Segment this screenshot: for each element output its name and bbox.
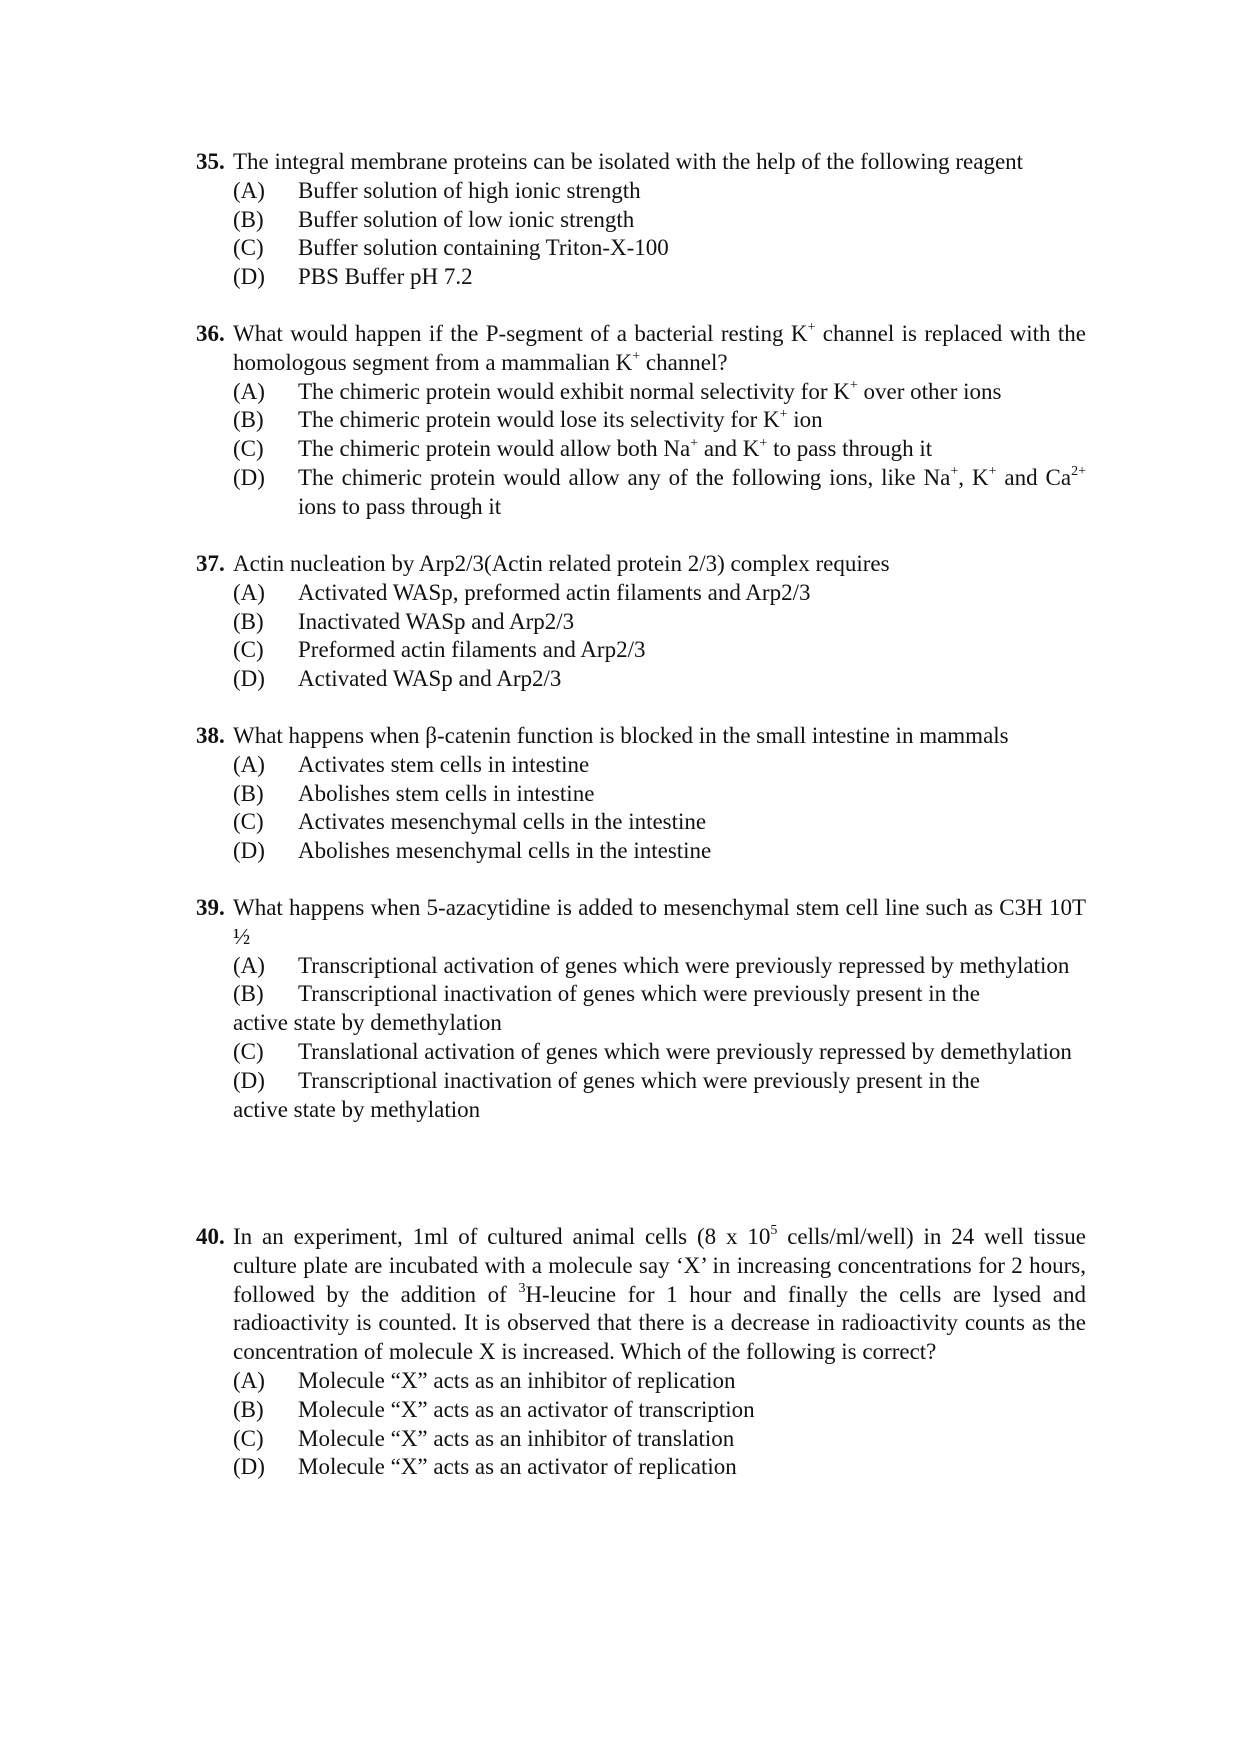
option-text-continuation: active state by methylation — [233, 1096, 481, 1122]
option-a — [233, 1367, 1086, 1396]
option-label: (B) — [233, 780, 264, 806]
option-c — [233, 234, 1086, 263]
question-stem — [196, 550, 1086, 579]
option-text: Molecule “X” acts as an inhibitor of translation — [298, 1425, 735, 1451]
question-stem — [196, 320, 1086, 378]
option-b — [233, 980, 1086, 1038]
option-text-continuation: active state by demethylation — [233, 1010, 502, 1036]
option-label: (B) — [233, 981, 264, 1007]
option-label: (D) — [233, 838, 265, 864]
option-text: Abolishes mesenchymal cells in the intestine — [298, 838, 712, 864]
option-text: Buffer solution of low ionic strength — [298, 206, 635, 232]
option-label: (D) — [233, 264, 265, 290]
option-c — [233, 636, 1086, 665]
question-36 — [196, 320, 1086, 522]
question-text: What would happen if the P-segment of a bacterial resting K+ channel is replaced with the homologous segment from a mammalian K+ channel? — [233, 320, 1086, 375]
option-text: Buffer solution containing Triton-X-100 — [298, 235, 669, 261]
option-label: (C) — [233, 809, 264, 835]
option-label: (A) — [233, 751, 265, 777]
question-number: 36. — [196, 321, 225, 346]
option-label: (C) — [233, 637, 264, 663]
option-a — [233, 579, 1086, 608]
question-number: 40. — [196, 1224, 225, 1249]
option-label: (A) — [233, 177, 265, 203]
option-label: (C) — [233, 436, 264, 462]
option-label: (C) — [233, 1038, 264, 1064]
option-a — [233, 378, 1086, 407]
option-c — [233, 808, 1086, 837]
question-stem — [196, 148, 1086, 177]
option-text: PBS Buffer pH 7.2 — [298, 264, 473, 290]
option-text: Activates stem cells in intestine — [298, 751, 590, 777]
option-text: Preformed actin filaments and Arp2/3 — [298, 637, 646, 663]
option-a — [233, 177, 1086, 206]
option-label: (B) — [233, 206, 264, 232]
option-d — [233, 1067, 1086, 1125]
option-text: Transcriptional inactivation of genes which were previously present in the — [298, 1067, 980, 1093]
option-text: Transcriptional activation of genes which were previously repressed by methylation — [298, 952, 1070, 978]
option-b — [233, 780, 1086, 809]
option-c — [233, 435, 1086, 464]
option-b — [233, 608, 1086, 637]
option-b — [233, 206, 1086, 235]
option-text: Activated WASp, preformed actin filaments and Arp2/3 — [298, 579, 811, 605]
question-number: 38. — [196, 723, 225, 748]
question-text: The integral membrane proteins can be isolated with the help of the following reagent — [233, 149, 1024, 174]
option-text: Activated WASp and Arp2/3 — [298, 666, 562, 692]
option-label: (D) — [233, 464, 265, 490]
option-c — [233, 1038, 1086, 1067]
question-40 — [196, 1223, 1086, 1482]
option-text: Buffer solution of high ionic strength — [298, 177, 641, 203]
option-label: (B) — [233, 407, 264, 433]
question-39 — [196, 894, 1086, 1124]
option-b — [233, 406, 1086, 435]
option-label: (B) — [233, 1396, 264, 1422]
option-a — [233, 952, 1086, 981]
option-text: Transcriptional inactivation of genes which were previously present in the — [298, 981, 980, 1007]
option-a — [233, 751, 1086, 780]
option-d — [233, 837, 1086, 866]
question-stem — [196, 1223, 1086, 1367]
option-label: (C) — [233, 1425, 264, 1451]
question-number: 35. — [196, 149, 225, 174]
question-stem — [196, 894, 1086, 952]
question-stem — [196, 722, 1086, 751]
option-text: Inactivated WASp and Arp2/3 — [298, 608, 575, 634]
option-label: (D) — [233, 1454, 265, 1480]
option-text: The chimeric protein would allow any of the following ions, like Na+, K+ and $Ca^{2+}$ ions to pass through it — [298, 464, 1086, 519]
option-label: (A) — [233, 378, 265, 404]
option-text: Molecule “X” acts as an inhibitor of replication — [298, 1367, 736, 1393]
option-label: (D) — [233, 1067, 265, 1093]
option-text: Translational activation of genes which were previously repressed by demethylation — [298, 1038, 1072, 1064]
option-b — [233, 1396, 1086, 1425]
question-38 — [196, 722, 1086, 866]
option-d — [233, 1453, 1086, 1482]
option-label: (A) — [233, 1367, 265, 1393]
option-text: The chimeric protein would lose its selectivity for K+ ion — [298, 406, 823, 433]
option-label: (A) — [233, 579, 265, 605]
question-35 — [196, 148, 1086, 292]
option-label: (B) — [233, 608, 264, 634]
option-d — [233, 665, 1086, 694]
question-text: In an experiment, 1ml of cultured animal cells (8 x $10^5$ cells/ml/well) in 24 well tissue culture plate are incubated with a molecule say ‘X’ in increasing concentrations for 2 hours, followed by the addition of $^3$H-leucine for 1 hour and finally the cells are lysed and radioactivity is counted. It is observed that there is a decrease in radioactivity counts as the concentration of molecule X is increased. Which of the following is correct? — [233, 1223, 1086, 1365]
option-label: (C) — [233, 235, 264, 261]
option-text: The chimeric protein would allow both Na+ and K+ to pass through it — [298, 435, 933, 462]
question-number: 37. — [196, 551, 225, 576]
option-d — [233, 464, 1086, 522]
option-text: Molecule “X” acts as an activator of transcription — [298, 1396, 755, 1422]
question-text: Actin nucleation by Arp2/3(Actin related protein 2/3) complex requires — [233, 551, 890, 576]
option-d — [233, 263, 1086, 292]
option-text: Molecule “X” acts as an activator of replication — [298, 1454, 737, 1480]
question-37 — [196, 550, 1086, 694]
option-c — [233, 1425, 1086, 1454]
option-text: Abolishes stem cells in intestine — [298, 780, 595, 806]
option-label: (A) — [233, 952, 265, 978]
question-text: What happens when β-catenin function is blocked in the small intestine in mammals — [233, 723, 1009, 748]
option-text: The chimeric protein would exhibit normal selectivity for K+ over other ions — [298, 377, 1002, 404]
option-label: (D) — [233, 666, 265, 692]
question-number: 39. — [196, 895, 225, 920]
question-text: What happens when 5-azacytidine is added to mesenchymal stem cell line such as C3H 10T ½ — [233, 895, 1086, 949]
option-text: Activates mesenchymal cells in the intestine — [298, 809, 707, 835]
